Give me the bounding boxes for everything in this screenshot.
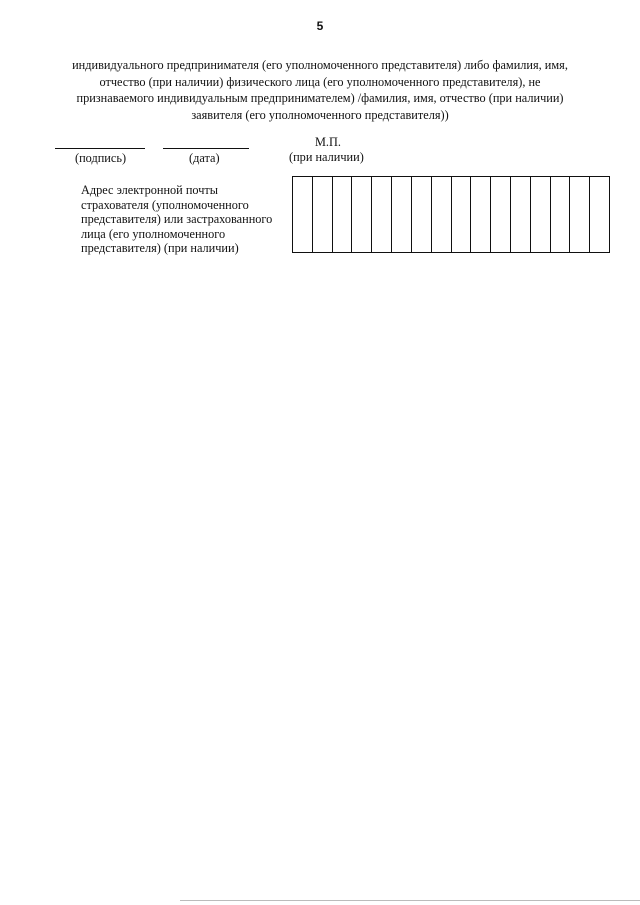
intro-line: признаваемого индивидуальным предпринимателем) /фамилия, имя, отчество (при наличии) — [76, 91, 564, 105]
email-cell[interactable] — [531, 177, 551, 252]
intro-line: индивидуального предпринимателя (его уполномоченного представителя) либо фамилия, имя, — [72, 58, 568, 72]
email-cell[interactable] — [293, 177, 313, 252]
intro-paragraph — [40, 57, 600, 123]
email-label-line: представителя) или застрахованного — [81, 212, 273, 227]
signature-line[interactable] — [55, 148, 145, 149]
email-cell[interactable] — [333, 177, 353, 252]
email-label-line: страхователя (уполномоченного — [81, 197, 249, 212]
email-label-line: представителя) (при наличии) — [81, 241, 239, 256]
email-label-line: лица (его уполномоченного — [81, 226, 226, 241]
bottom-rule — [180, 900, 640, 901]
email-grid — [292, 176, 610, 253]
email-cell[interactable] — [392, 177, 412, 252]
intro-line: заявителя (его уполномоченного представителя)) — [191, 107, 449, 122]
email-cell[interactable] — [471, 177, 491, 252]
email-label-line: Адрес электронной почты — [81, 183, 219, 197]
email-cell[interactable] — [452, 177, 472, 252]
date-caption: (дата) — [189, 151, 220, 165]
date-line[interactable] — [163, 148, 249, 149]
email-label — [81, 183, 291, 256]
intro-line: отчество (при наличии) физического лица (его уполномоченного представителя), не — [99, 74, 541, 89]
email-cell[interactable] — [372, 177, 392, 252]
email-cell[interactable] — [412, 177, 432, 252]
email-cell[interactable] — [511, 177, 531, 252]
page-number: 5 — [316, 19, 324, 33]
email-cell[interactable] — [432, 177, 452, 252]
stamp-note: (при наличии) — [289, 150, 364, 164]
email-cell[interactable] — [352, 177, 372, 252]
email-cell[interactable] — [590, 177, 609, 252]
signature-caption: (подпись) — [75, 151, 127, 165]
email-cell[interactable] — [570, 177, 590, 252]
stamp-label: М.П. — [315, 135, 341, 149]
email-cell[interactable] — [313, 177, 333, 252]
email-cell[interactable] — [551, 177, 571, 252]
stamp-block — [289, 135, 364, 165]
email-cell[interactable] — [491, 177, 511, 252]
